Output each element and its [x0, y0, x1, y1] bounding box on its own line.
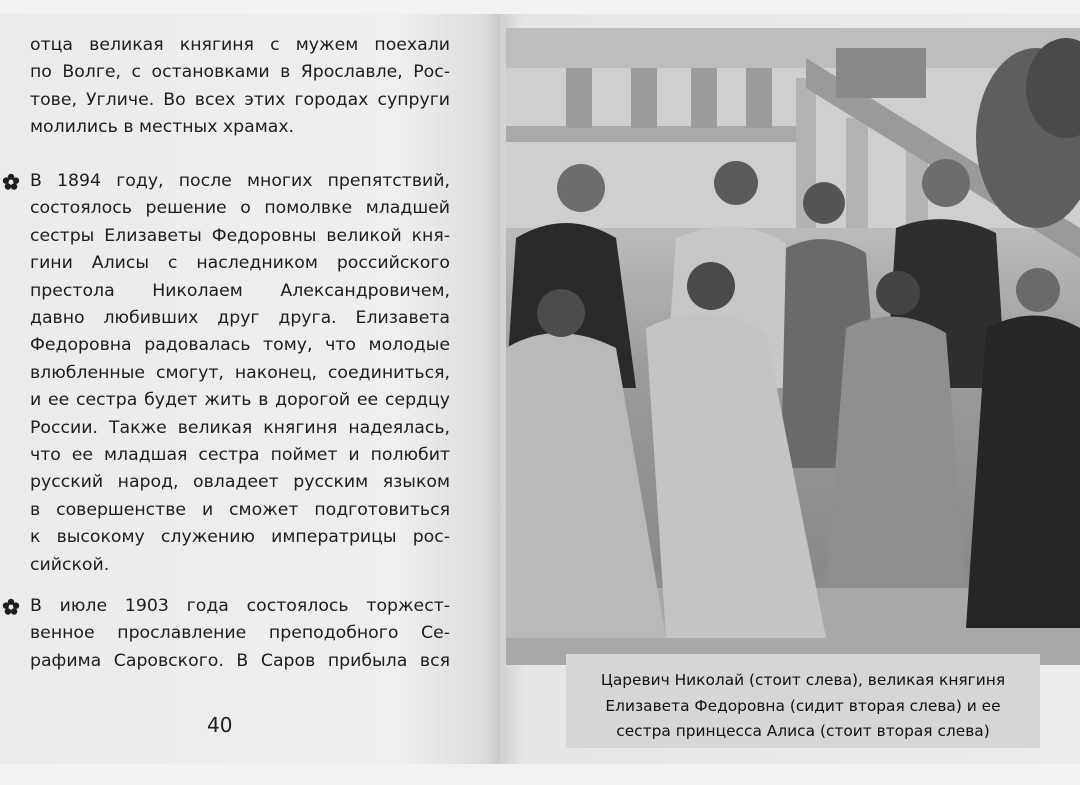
text-line: состоялось решение о помолвке младшей	[30, 198, 450, 219]
text-line: престола Николаем Александровичем,	[30, 280, 450, 301]
text-line: и ее сестра будет жить в дорогой ее сердцу	[30, 390, 450, 411]
text-line: давно любивших друг друга. Елизавета	[30, 308, 450, 329]
text-line: сестры Елизаветы Федоровны великой кня-	[30, 225, 450, 246]
flower-bullet-icon	[2, 598, 20, 616]
text-line: В июле 1903 года состоялось торжест-	[30, 596, 450, 616]
text-line: отца великая княгиня с мужем поехали	[30, 35, 450, 55]
photo-caption	[566, 654, 1040, 748]
text-line: сийской.	[30, 554, 110, 575]
text-line: рафима Саровского. В Саров прибыла вся	[30, 650, 450, 671]
paragraph-1	[30, 32, 450, 142]
text-line: к высокому служению императрицы рос-	[30, 527, 450, 548]
caption-line: Елизавета Федоровна (сидит вторая слева) и ее	[605, 696, 1001, 715]
paragraph-2	[30, 168, 450, 579]
text-line: молились в местных храмах.	[30, 117, 295, 138]
flower-bullet-icon	[2, 173, 20, 191]
text-line: России. Также великая княгиня надеялась,	[30, 417, 450, 438]
text-line: гини Алисы с наследником российского	[30, 253, 450, 274]
photo-illustration	[506, 28, 1080, 665]
page-number: 40	[207, 713, 233, 737]
caption-line: Царевич Николай (стоит слева), великая княгиня	[600, 671, 1006, 689]
paragraph-3	[30, 593, 450, 675]
text-line: в совершенстве и сможет подготовиться	[30, 499, 450, 520]
text-line: русский народ, овладеет русским языком	[30, 472, 450, 493]
caption-line: сестра принцесса Алиса (стоит вторая слева)	[616, 722, 990, 740]
historic-group-photo	[506, 28, 1080, 665]
text-line: что ее младшая сестра поймет и полюбит	[30, 445, 450, 466]
text-line: тове, Угличе. Во всех этих городах супруги	[30, 89, 450, 110]
text-line: Федоровна радовалась тому, что молодые	[30, 335, 450, 356]
text-line: В 1894 году, после многих препятствий,	[30, 171, 450, 191]
text-line: венное прославление преподобного Се-	[30, 623, 450, 644]
text-line: по Волге, с остановками в Ярославле, Рос-	[30, 62, 450, 83]
text-line: влюбленные смогут, наконец, соединиться,	[30, 362, 450, 383]
